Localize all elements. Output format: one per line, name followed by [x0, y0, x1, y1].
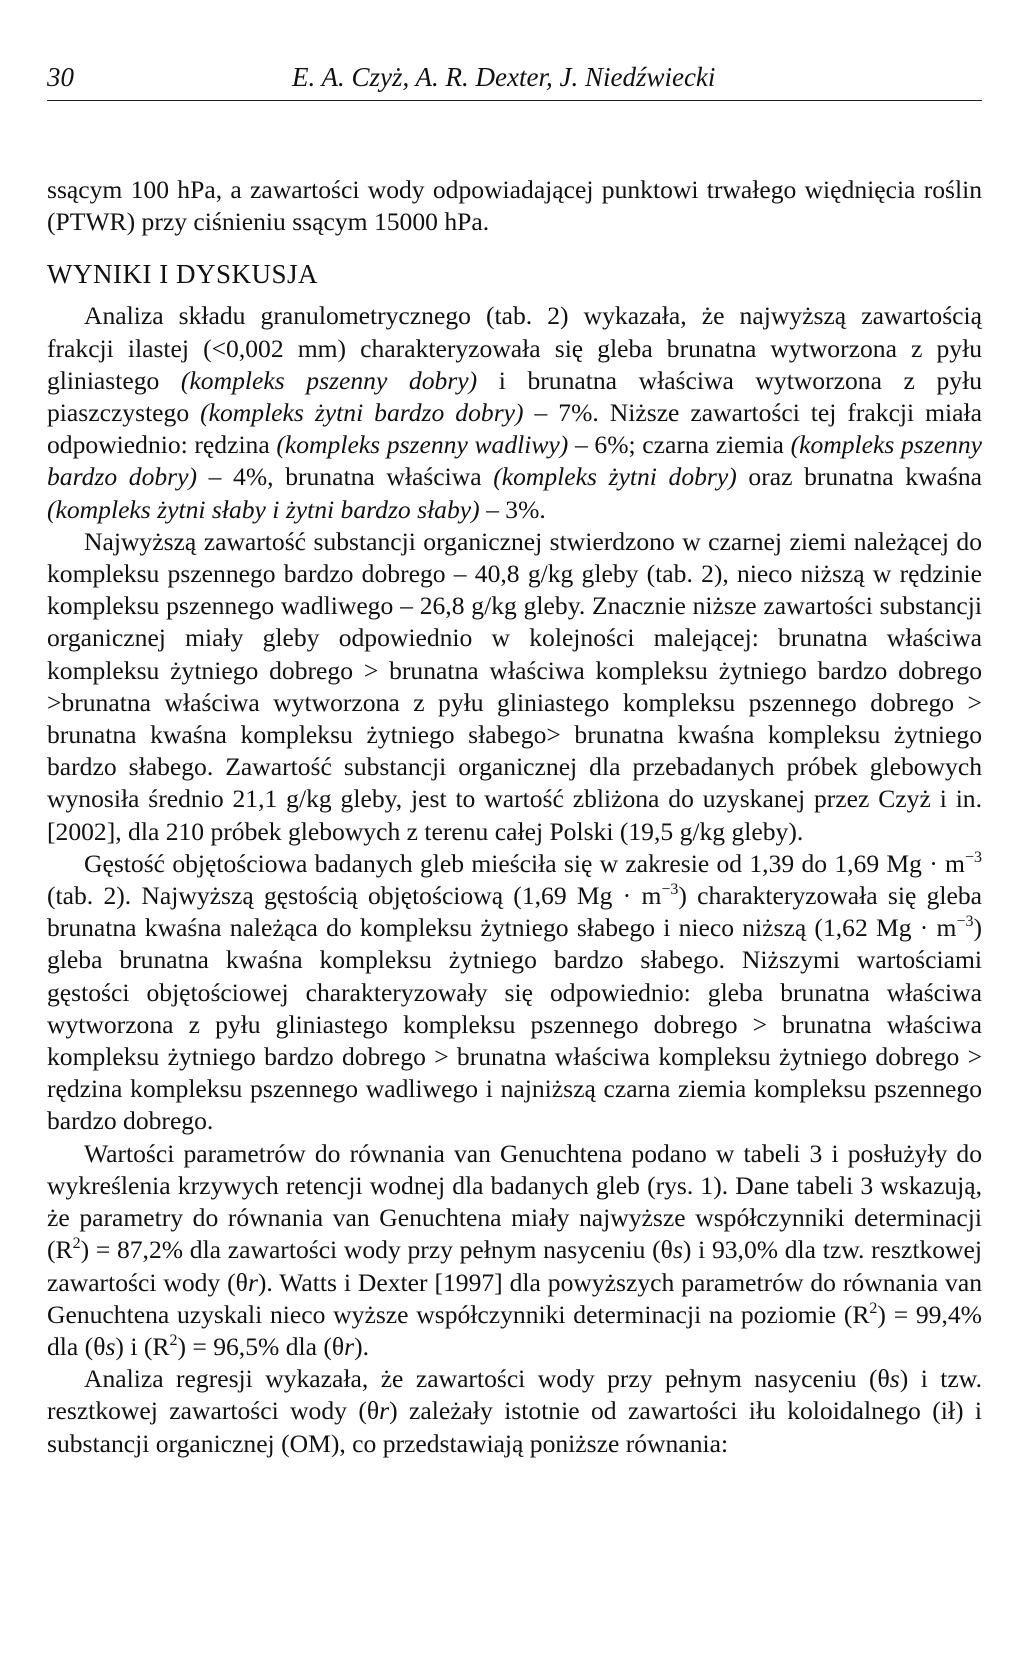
running-header-authors: E. A. Czyż, A. R. Dexter, J. Niedźwiecki — [292, 62, 716, 92]
paragraph-granulometric-analysis: Analiza składu granulometrycznego (tab. 2) wykazała, że najwyższą zawartością frakcji ilastej (<0,002 mm) charakteryzowała się gleba brunatna wytworzona z pyłu gliniastego (kompleks pszenny dobry) i brunatna właściwa wytworzona z pyłu piaszczystego (kompleks żytni bardzo dobry) – 7%. Niższe zawartości tej frakcji miała odpowiednio: rędzina (kompleks pszenny wadliwy) – 6%; czarna ziemia (kompleks pszenny bardzo dobry) – 4%, brunatna właściwa (kompleks żytni dobry) oraz brunatna kwaśna (kompleks żytni słaby i żytni bardzo słaby) – 3%. — [47, 301, 983, 524]
page-number: 30 — [47, 62, 74, 92]
running-header — [47, 60, 982, 101]
paragraph-regression-analysis: Analiza regresji wykazała, że zawartości wody przy pełnym nasyceniu (θs) i tzw. resztkowej zawartości wody (θr) zależały istotnie od zawartości iłu koloidalnego (ił) i substancji organicznej (OM), co przedstawiają poniższe równania: — [47, 1364, 982, 1458]
paragraph-organic-matter: Najwyższą zawartość substancji organicznej stwierdzono w czarnej ziemi należącej do kompleksu pszennego bardzo dobrego – 40,8 g/kg gleby (tab. 2), nieco niższą w rędzinie kompleksu pszennego wadliwego – 26,8 g/kg gleby. Znacznie niższe zawartości substancji organicznej miały gleby odpowiednio w kolejności malejącej: brunatna właściwa kompleksu żytniego dobrego > brunatna właściwa kompleksu żytniego bardzo dobrego >brunatna właściwa wytworzona z pyłu gliniastego kompleksu pszennego dobrego > brunatna kwaśna kompleksu żytniego słabego> brunatna kwaśna kompleksu żytniego bardzo słabego. Zawartość substancji organicznej dla przebadanych próbek glebowych wynosiła średnio 21,1 g/kg gleby, jest to wartość zbliżona do uzyskanej przez Czyż i in. [2002], dla 210 próbek glebowych z terenu całej Polski (19,5 g/kg gleby). — [47, 526, 982, 846]
paragraph-intro: ssącym 100 hPa, a zawartości wody odpowiadającej punktowi trwałego więdnięcia roślin (PTWR) przy ciśnieniu ssącym 15000 hPa. — [47, 175, 982, 237]
section-heading: WYNIKI I DYSKUSJA — [47, 259, 318, 290]
body-text — [47, 174, 982, 1460]
paragraph-bulk-density: Gęstość objętościowa badanych gleb mieściła się w zakresie od 1,39 do 1,69 $Mg \cdot m^{-3}$ (tab. 2). Najwyższą gęstością objętościową (1,69 $Mg \cdot m^{-3}$) charakteryzowała się gleba brunatna kwaśna należąca do kompleksu żytniego słabego i nieco niższą (1,62 $Mg \cdot m^{-3}$) gleba brunatna kwaśna kompleksu żytniego bardzo słabego. Niższymi wartościami gęstości objętościowej charakteryzowały się odpowiednio: gleba brunatna właściwa wytworzona z pyłu gliniastego kompleksu pszennego dobrego > brunatna właściwa kompleksu żytniego bardzo dobrego > brunatna właściwa kompleksu żytniego dobrego > rędzina kompleksu pszennego wadliwego i najniższą czarna ziemia kompleksu pszennego bardzo dobrego. — [47, 848, 983, 1136]
paragraph-van-genuchten: Wartości parametrów do równania van Genuchtena podano w tabeli 3 i posłużyły do wykreślenia krzywych retencji wodnej dla badanych gleb (rys. 1). Dane tabeli 3 wskazują, że parametry do równania van Genuchtena miały najwyższe współczynniki determinacji $(R^2) = 87,2\%$ dla zawartości wody przy pełnym nasyceniu (θs) i 93,0% dla tzw. resztkowej zawartości wody (θr). Watts i Dexter [1997] dla powyższych parametrów do równania van Genuchtena uzyskali nieco wyższe współczynniki determinacji na poziomie $(R^2) = 99,4\%$ dla (θs) i $(R^2) = 96,5\%$ dla (θr). — [47, 1138, 982, 1361]
